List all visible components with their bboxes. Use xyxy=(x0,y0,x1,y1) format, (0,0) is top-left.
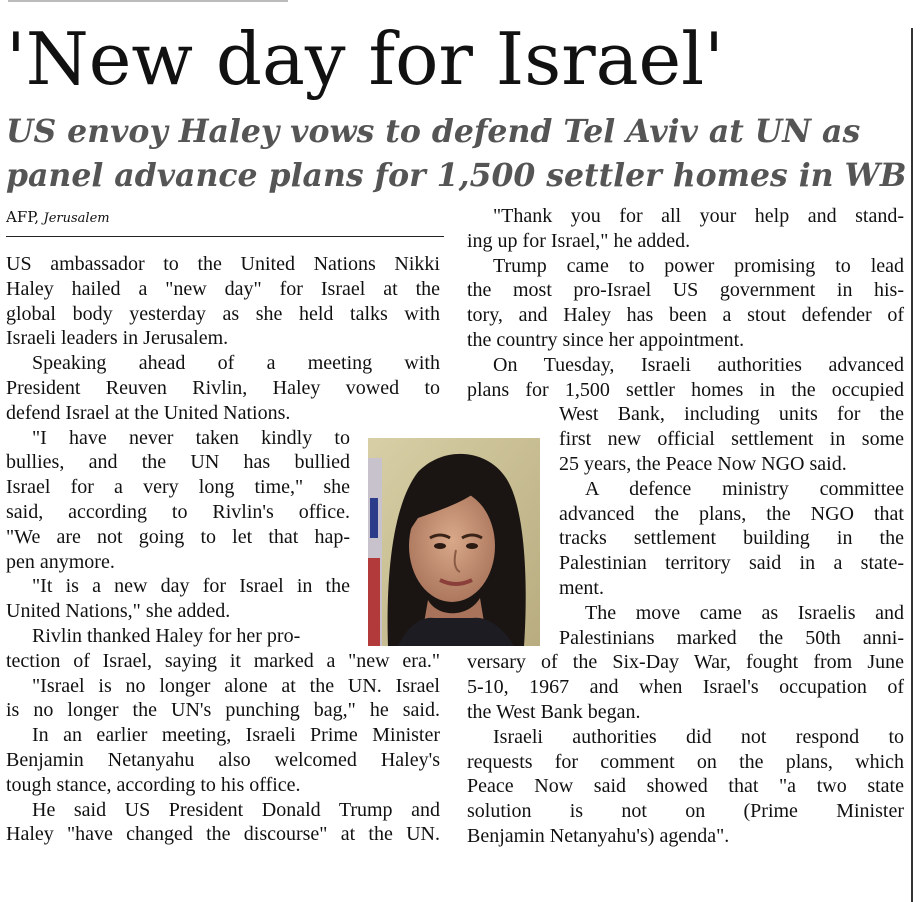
text-line: In an earlier meeting, Israeli Prime Minister xyxy=(32,724,440,747)
text-line: global body yesterday as she held talks with xyxy=(6,302,440,325)
text-line: ment. xyxy=(559,576,604,599)
text-line: Israel for a very long time," she xyxy=(6,476,350,499)
subheadline xyxy=(6,110,906,198)
text-line: A defence ministry committee xyxy=(585,477,904,500)
text-line: Benjamin Netanyahu also welcomed Haley's xyxy=(6,748,440,771)
text-line: "I have never taken kindly to xyxy=(32,426,350,449)
text-line: 25 years, the Peace Now NGO said. xyxy=(559,452,847,475)
text-line: tection of Israel, saying it marked a "new era." xyxy=(6,649,440,672)
paragraph xyxy=(559,601,904,651)
paragraph xyxy=(6,426,350,575)
text-line: defend Israel at the United Nations. xyxy=(6,401,291,424)
paragraph xyxy=(467,650,904,724)
text-line: Palestinians marked the 50th anni- xyxy=(559,626,904,649)
text-line: plans for 1,500 settler homes in the occupied xyxy=(467,378,904,401)
paragraph xyxy=(6,674,440,724)
text-line: Israeli leaders in Jerusalem. xyxy=(6,327,229,350)
text-line: United Nations," she added. xyxy=(6,600,231,623)
text-line: pen anymore. xyxy=(6,550,115,573)
text-line: Rivlin thanked Haley for her pro- xyxy=(32,624,301,647)
text-line: He said US President Donald Trump and xyxy=(32,798,440,821)
top-rule xyxy=(8,0,288,2)
text-line: tory, and Haley has been a stout defender of xyxy=(467,304,904,327)
column-rule-right xyxy=(911,28,913,902)
text-line: "We are not going to let that hap- xyxy=(6,525,350,548)
text-line: Haley "have changed the discourse" at the UN. xyxy=(6,823,440,846)
text-line: On Tuesday, Israeli authorities advanced xyxy=(493,353,904,376)
text-line: the most pro-Israel US government in his- xyxy=(467,279,904,302)
text-line: requests for comment on the plans, which xyxy=(467,750,904,773)
byline-agency: AFP, xyxy=(6,208,40,226)
paragraph xyxy=(6,723,440,797)
paragraph xyxy=(6,574,350,624)
text-line: "It is a new day for Israel in the xyxy=(32,575,350,598)
text-line: President Reuven Rivlin, Haley vowed to xyxy=(6,376,440,399)
paragraph xyxy=(6,351,440,425)
text-line: the country since her appointment. xyxy=(467,328,745,351)
text-line: Israeli authorities did not respond to xyxy=(493,725,904,748)
paragraph xyxy=(559,477,904,601)
text-line: first new official settlement in some xyxy=(559,428,904,451)
text-line: bullies, and the UN has bullied xyxy=(6,451,350,474)
text-line: 5-10, 1967 and when Israel's occupation of xyxy=(467,676,904,699)
text-line: solution is not on (Prime Minister xyxy=(467,800,904,823)
text-line: the West Bank began. xyxy=(467,700,641,723)
text-line: is no longer the UN's punching bag," he said. xyxy=(6,699,440,722)
headline: 'New day for Israel' xyxy=(6,17,724,101)
paragraph xyxy=(6,798,440,848)
subheadline-line-2: panel advance plans for 1,500 settler homes in WB xyxy=(6,157,907,194)
text-line: Palestinian territory said in a state- xyxy=(559,552,904,575)
text-line: tough stance, according to his office. xyxy=(6,773,301,796)
text-line: Benjamin Netanyahu's) agenda". xyxy=(467,824,730,847)
text-line: Trump came to power promising to lead xyxy=(493,254,904,277)
paragraph xyxy=(467,353,904,403)
text-line: ing up for Israel," he added. xyxy=(467,229,691,252)
paragraph xyxy=(467,204,904,254)
byline-rule xyxy=(6,236,444,237)
paragraph xyxy=(467,254,904,353)
paragraph xyxy=(559,402,904,476)
subheadline-line-1: US envoy Haley vows to defend Tel Aviv at UN as xyxy=(6,113,861,150)
text-line: tracks settlement building in the xyxy=(559,527,904,550)
text-line: said, according to Rivlin's office. xyxy=(6,500,350,523)
text-line: "Thank you for all your help and stand- xyxy=(493,205,904,227)
text-line: Haley hailed a "new day" for Israel at the xyxy=(6,277,440,300)
text-line: Speaking ahead of a meeting with xyxy=(32,352,440,375)
text-line: West Bank, including units for the xyxy=(559,403,904,426)
text-line: "Israel is no longer alone at the UN. Israel xyxy=(32,674,440,697)
byline xyxy=(6,208,110,226)
byline-location: Jerusalem xyxy=(43,211,110,226)
text-line: US ambassador to the United Nations Nikki xyxy=(6,253,440,275)
text-line: The move came as Israelis and xyxy=(585,601,904,624)
text-line: Peace Now said showed that "a two state xyxy=(467,775,904,798)
paragraph xyxy=(467,725,904,849)
text-line: advanced the plans, the NGO that xyxy=(559,502,904,525)
paragraph xyxy=(6,252,440,351)
text-line: versary of the Six-Day War, fought from June xyxy=(467,651,904,674)
article-column-2 xyxy=(467,204,904,849)
